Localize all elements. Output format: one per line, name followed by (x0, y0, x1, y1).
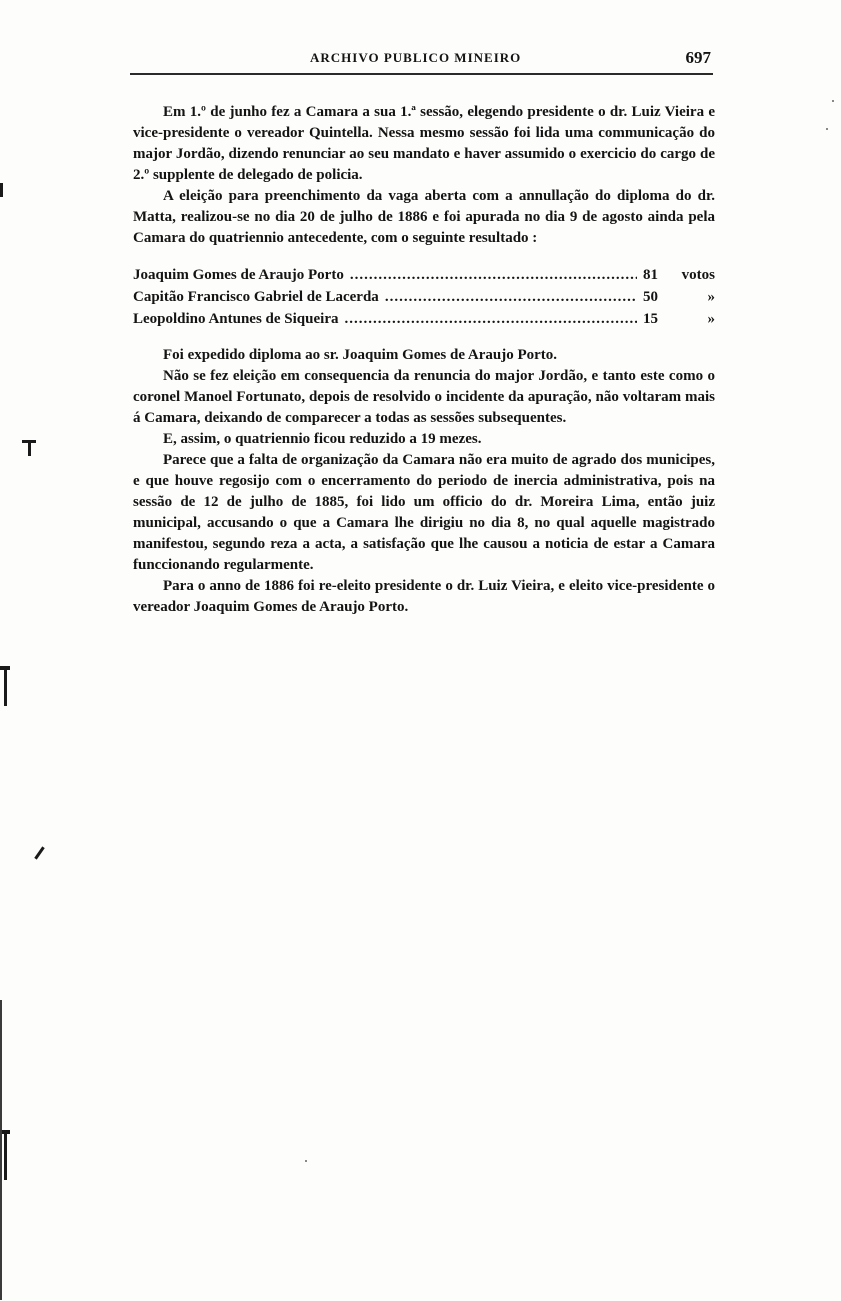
page-header (135, 48, 715, 74)
margin-mark (4, 1130, 7, 1180)
paragraph: Não se fez eleição em consequencia da renuncia do major Jordão, e tanto este como o coronel Manoel Fortunato, depois de resolvido o incidente da apuração, não voltaram mais á Camara, deixando de comparecer a todas as sessões subsequentes. (133, 368, 715, 426)
scan-speck (832, 100, 834, 102)
scan-speck (826, 128, 828, 130)
election-results (133, 265, 715, 331)
margin-mark (28, 440, 31, 456)
paragraph: E, assim, o quatriennio ficou reduzido a 19 mezes. (163, 431, 482, 447)
dot-leader (350, 265, 637, 286)
result-row (133, 309, 715, 331)
paragraph: Para o anno de 1886 foi re-eleito presidente o dr. Luiz Vieira, e eleito vice-presidente o vereador Joaquim Gomes de Araujo Porto. (133, 578, 715, 615)
vote-count: 81 (643, 267, 658, 283)
header-rule (130, 73, 713, 75)
scan-speck (305, 1160, 307, 1162)
vote-count: 15 (643, 311, 658, 327)
margin-mark (0, 1000, 2, 1300)
running-title: ARCHIVO PUBLICO MINEIRO (310, 50, 522, 65)
dot-leader (385, 287, 637, 308)
vote-unit: votos (681, 267, 715, 283)
paragraph: Foi expedido diploma ao sr. Joaquim Gomes de Araujo Porto. (163, 347, 558, 363)
vote-unit: » (707, 289, 715, 305)
candidate-name: Capitão Francisco Gabriel de Lacerda (133, 289, 379, 305)
paragraph: A eleição para preenchimento da vaga aberta com a annullação do diploma do dr. Matta, realizou-se no dia 20 de julho de 1886 e foi apurada no dia 9 de agosto ainda pela Camara do quatriennio antecedente, com o seguinte resultado : (133, 188, 715, 246)
margin-mark (4, 666, 7, 706)
margin-mark (34, 846, 44, 859)
paragraph: Em 1.º de junho fez a Camara a sua 1.ª sessão, elegendo presidente o dr. Luiz Vieira e vice-presidente o vereador Quintella. Nessa mesmo sessão foi lida uma communicação do major Jordão, dizendo renunciar ao seu mandato e haver assumido o exercicio do cargo de 2.º supplente de delegado de policia. (133, 104, 715, 183)
margin-mark (0, 183, 3, 197)
paragraph: Parece que a falta de organização da Camara não era muito de agrado dos municipes, e que houve regosijo com o encerramento do periodo de inercia administrativa, pois na sessão de 12 de julho de 1885, foi lido um officio do dr. Moreira Lima, então juiz municipal, accusando o que a Camara lhe dirigiu no dia 8, no qual aquelle magistrado manifestou, segundo reza a acta, a satisfação que lhe causou a noticia de estar a Camara funccionando regularmente. (133, 452, 715, 573)
dot-leader (344, 309, 637, 330)
result-row (133, 265, 715, 287)
vote-count: 50 (643, 289, 658, 305)
candidate-name: Leopoldino Antunes de Siqueira (133, 311, 339, 327)
body-text (133, 102, 715, 618)
result-row (133, 287, 715, 309)
candidate-name: Joaquim Gomes de Araujo Porto (133, 267, 344, 283)
page-number: 697 (685, 48, 711, 67)
vote-unit: » (707, 311, 715, 327)
